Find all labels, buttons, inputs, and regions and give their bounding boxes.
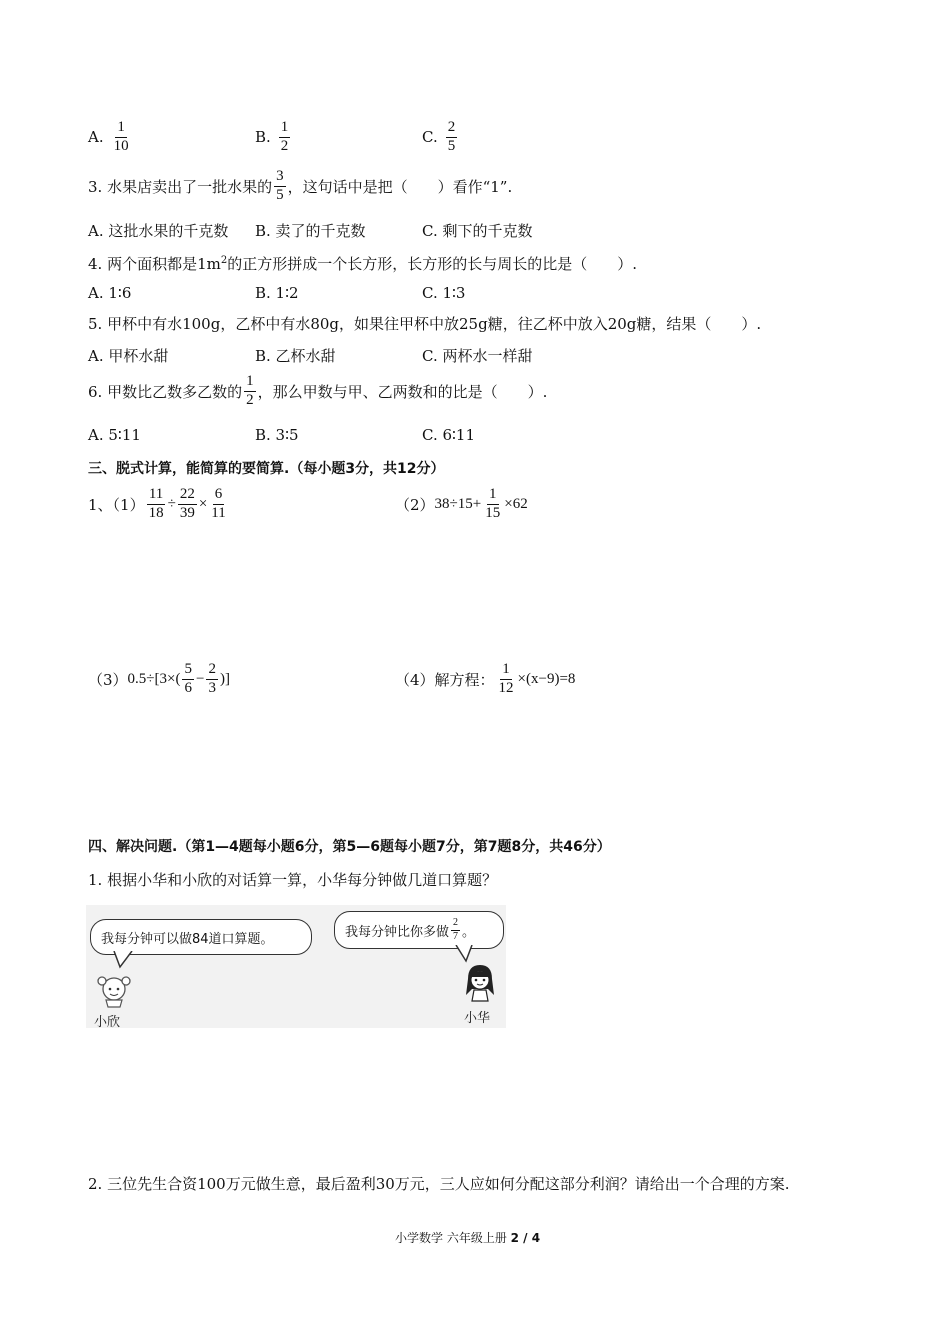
fraction [483, 487, 502, 522]
calc-problem-1 [88, 487, 230, 522]
q6-option-b: B. 3∶5 [255, 426, 299, 444]
problem-label: （4）解方程： [395, 670, 495, 689]
s4-q1-stem: 1. 根据小华和小欣的对话算一算，小华每分钟做几道口算题？ [88, 871, 498, 889]
fraction [112, 120, 131, 155]
numerator: 2 [451, 918, 460, 931]
denominator: 2 [246, 391, 254, 408]
bubble-text: 我每分钟可以做84道口算题。 [101, 931, 274, 947]
option-label: B. [255, 128, 271, 147]
stem-text: 的正方形拼成一个长方形，长方形的长与周长的比是（ ）. [227, 255, 638, 273]
numerator: 2 [446, 120, 458, 138]
girl-xiaohua-icon [460, 959, 500, 1003]
stem-text: 3. 水果店卖出了一批水果的 [88, 177, 273, 196]
stem-text: ，这句话中是把（ ）看作“1”. [287, 177, 513, 196]
name-xiaohua: 小华 [464, 1011, 491, 1026]
section-4-heading: 四、解决问题.（第1—4题每小题6分，第5—6题每小题7分，第7题8分，共46分） [88, 839, 611, 855]
denominator: 5 [447, 137, 456, 154]
stem-text: 4. 两个面积都是1m [88, 255, 221, 273]
denominator: 18 [148, 504, 164, 521]
denominator: 39 [179, 504, 195, 521]
fraction [178, 487, 197, 522]
speech-bubble-left [90, 919, 312, 955]
q2-option-c [422, 120, 459, 155]
denominator: 10 [113, 137, 129, 154]
stem-text: 6. 甲数比乙数多乙数的 [88, 382, 243, 401]
fraction [206, 662, 218, 697]
q6-option-a: A. 5∶11 [88, 426, 141, 444]
q3-stem [88, 169, 512, 204]
fraction [182, 662, 194, 697]
q6-stem [88, 374, 547, 409]
q4-option-b: B. 1∶2 [255, 284, 299, 302]
bubble-tail-left [110, 951, 140, 969]
page-footer [395, 1229, 540, 1246]
numerator: 11 [147, 487, 165, 505]
name-xiaoxin: 小欣 [94, 1015, 121, 1030]
dialogue-illustration [86, 905, 506, 1028]
numerator: 2 [206, 662, 218, 680]
denominator: 12 [498, 679, 514, 696]
expression-text: 0.5÷[3×( [127, 670, 181, 687]
expression-text: ×62 [504, 495, 528, 512]
q2-option-a [88, 120, 133, 155]
stem-text: ，那么甲数与甲、乙两数和的比是（ ）. [257, 382, 548, 401]
fraction [209, 487, 227, 522]
numerator: 1 [244, 374, 256, 392]
q4-option-c: C. 1∶3 [422, 284, 466, 302]
fraction [446, 120, 458, 155]
expression-text: )] [219, 670, 230, 687]
q5-option-a: A. 甲杯水甜 [88, 347, 169, 365]
fraction [497, 662, 516, 697]
fraction [279, 120, 291, 155]
girl-xiaoxin-icon [94, 969, 134, 1009]
problem-label: （2） [395, 495, 435, 514]
q6-option-c: C. 6∶11 [422, 426, 476, 444]
q3-option-a: A. 这批水果的千克数 [88, 222, 229, 240]
bubble-text: 我每分钟比你多做 [345, 924, 450, 940]
operator: ÷ [167, 495, 176, 512]
fraction [451, 918, 460, 942]
speech-bubble-right [334, 911, 504, 949]
problem-label: （3） [88, 670, 128, 689]
denominator: 15 [485, 504, 501, 521]
page-number: 2 / 4 [510, 1231, 541, 1245]
fraction [274, 169, 286, 204]
numerator: 5 [182, 662, 194, 680]
denominator: 2 [280, 137, 289, 154]
denominator: 7 [453, 930, 459, 942]
q4-stem [88, 253, 637, 274]
denominator: 3 [208, 679, 216, 696]
q4-option-a: A. 1∶6 [88, 284, 132, 302]
problem-label: 1、（1） [88, 495, 145, 514]
fraction [147, 487, 166, 522]
q2-option-b [255, 120, 292, 155]
numerator: 22 [178, 487, 197, 505]
numerator: 1 [279, 120, 291, 138]
numerator: 1 [487, 487, 499, 505]
section-3-heading: 三、脱式计算，能简算的要简算.（每小题3分，共12分） [88, 461, 445, 477]
s4-q2-stem: 2. 三位先生合资100万元做生意，最后盈利30万元，三人应如何分配这部分利润？请给出一个合理的方案. [88, 1175, 790, 1193]
denominator: 6 [184, 679, 192, 696]
option-label: A. [88, 128, 104, 147]
numerator: 1 [115, 120, 127, 138]
expression-text: ×(x−9)=8 [517, 670, 576, 687]
bubble-text: 。 [462, 924, 476, 940]
numerator: 3 [274, 169, 286, 187]
calc-problem-2 [395, 487, 528, 522]
numerator: 1 [500, 662, 512, 680]
q5-stem: 5. 甲杯中有水100g，乙杯中有水80g，如果往甲杯中放25g糖，往乙杯中放入20g糖，结果（ ）. [88, 315, 762, 333]
fraction [244, 374, 256, 409]
numerator: 6 [213, 487, 225, 505]
calc-problem-3 [88, 662, 230, 697]
superscript: 2 [220, 255, 228, 266]
denominator: 11 [211, 504, 226, 521]
operator: × [198, 495, 208, 512]
footer-text: 小学数学 六年级上册 [395, 1231, 507, 1245]
q3-option-c: C. 剩下的千克数 [422, 222, 533, 240]
option-label: C. [422, 128, 438, 147]
q5-option-b: B. 乙杯水甜 [255, 347, 336, 365]
q5-option-c: C. 两杯水一样甜 [422, 347, 533, 365]
q3-option-b: B. 卖了的千克数 [255, 222, 366, 240]
expression-text: 38÷15+ [434, 495, 482, 512]
operator: − [195, 670, 205, 687]
denominator: 5 [276, 186, 284, 203]
calc-problem-4 [395, 662, 575, 697]
